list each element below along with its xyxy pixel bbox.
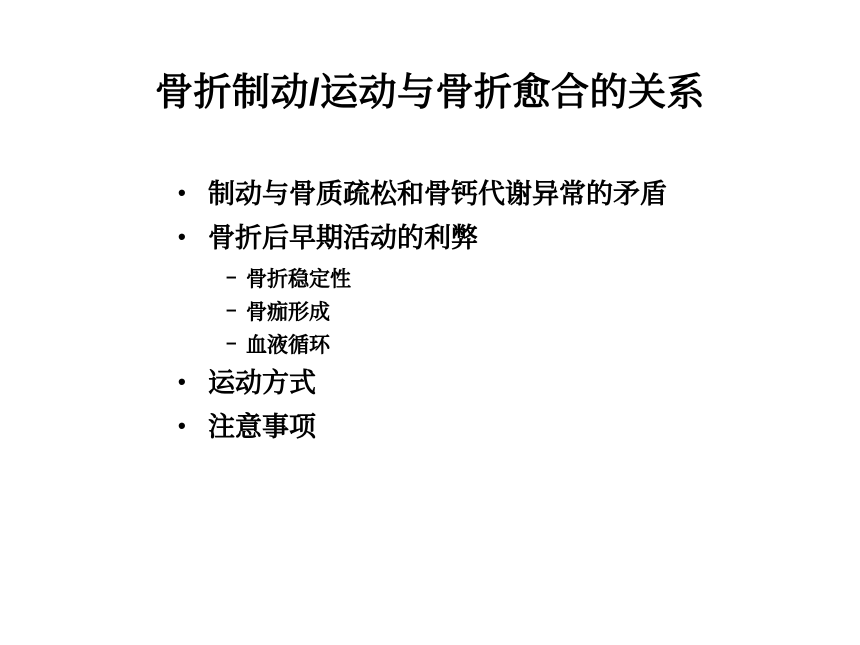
content-bullet-list [178,178,818,455]
sub-list-item-label: 骨痂形成 [246,300,330,324]
sub-list-item-label: 骨折稳定性 [246,267,351,291]
list-item-label: 运动方式 [208,368,316,399]
bullet-marker-icon: • [178,223,186,249]
list-item [178,367,818,401]
list-item [178,178,818,212]
sub-bullet-marker-icon: – [226,266,237,288]
sub-bullet-list [178,266,818,360]
list-item-label: 制动与骨质疏松和骨钙代谢异常的矛盾 [208,179,667,209]
list-item [178,222,818,256]
list-item-label: 骨折后早期活动的利弊 [208,222,478,253]
list-item [178,266,818,293]
sub-list-item-label: 血液循环 [246,334,330,358]
sub-bullet-marker-icon: – [226,333,237,355]
sub-bullet-marker-icon: – [226,299,237,321]
list-item [178,411,818,445]
list-item [178,299,818,326]
bullet-marker-icon: • [178,413,186,439]
list-item-label: 注意事项 [208,412,316,443]
bullet-marker-icon: • [178,369,186,395]
list-item [178,332,818,359]
page-title: 骨折制动/运动与骨折愈合的关系 [154,72,706,114]
bullet-marker-icon: • [178,180,186,205]
